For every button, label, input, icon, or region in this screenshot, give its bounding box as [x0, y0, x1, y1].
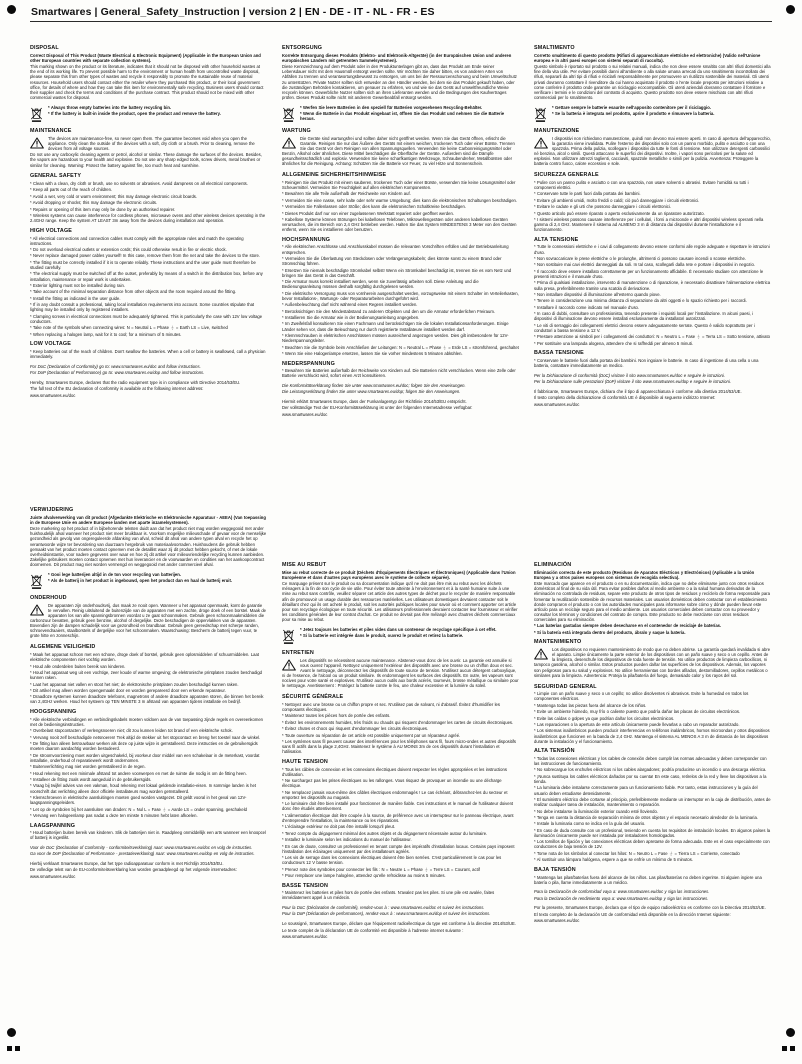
paragraph: * Tenga en cuenta la distancia de separación mínima de otros objetos y el espacio necesario alrededor de la luminaria. [534, 814, 758, 820]
paragraph: * Les vis de serrage dans les connexions électriques doivent être bien serrées. C'est particulièrement le cas pour les conducteurs 12 V basse tension. [282, 855, 502, 866]
safety-text-block-es [534, 562, 771, 928]
paragraph: Para la Declaración de rendimiento vaya a: www.smartwares.eu/dop y siga las instrucciones. [534, 895, 709, 901]
section-heading: WARTUNG [282, 128, 311, 135]
paragraph: * Take account of the minimal separation distance from other objects and the room required around the fitting. [30, 289, 237, 295]
paragraph: * Draadloze systemen kunnen draadloze telefoons, magnetrons of andere draadloze apparaten storen, die binnen het bereik van 2,4GHz werken. Houd het systeem op TEN MINSTE 3 m afstand van apparaten tijdens installatie en bedrijf. [30, 694, 264, 705]
paragraph: * If in any doubt consult a professional, taking local installation requirements into account. Some countries stipulate that lighting may be installed only by registered installers. [30, 302, 255, 313]
paragraph: * Evitare gli ambienti umidi, molto freddi o caldi; ciò può danneggiare i circuiti elettronici. [534, 197, 700, 203]
paragraph: * Évitez chutes et chocs qui risquent d'endommager les circuits électroniques. [282, 726, 429, 732]
paragraph: * Si la batterie est intégrée dans le produit, ouvrez le produit et retirez la batterie. [300, 633, 464, 639]
weee-bin-icon [282, 628, 296, 645]
section-maintenance [534, 128, 771, 168]
paragraph: Die Leistungserklärung finden Sie unter www.smartwares.eu/dop; folgen Sie den Anweisungen. [282, 389, 461, 395]
paragraph: * Non installare dispositivi di illuminazione all'esterno quando piove. [534, 291, 661, 297]
section-high-voltage [30, 709, 267, 818]
warning-icon [30, 137, 44, 149]
print-control-patch [782, 1046, 787, 1051]
paragraph: * Clean with a clean, dry cloth or brush, use no solvents or abrasives. Avoid dampness on all electrical components. [30, 181, 248, 187]
paragraph: * Il raccordo deve essere installato correttamente per un funzionamento affidabile. È necessario studiare con attenzione le presenti istruzioni e il manuale d'uso. [534, 268, 764, 279]
paragraph: * Maintenez toutes les pièces hors de portée des enfants. [282, 713, 391, 719]
paragraph: * Wenn die Batterie in das Produkt eingebaut ist, öffnen Sie das Produkt und nehmen Sie die Batterie heraus. [300, 110, 505, 122]
paragraph: * Klemschroeven in elektrische aansluitingen moeten goed worden vastgezet. Dit geldt vooral in het geval van 12V-laagspanningsgeleiders. [30, 795, 247, 806]
paragraph: * The electrical supply must be switched off at the outset, preferably by means of a switch in the distribution box, before any installation, maintenance or repair work is undertaken. [30, 271, 263, 282]
section-battery-disposal [30, 572, 267, 591]
warning-icon [534, 137, 548, 149]
paragraph: * Evite un ambiente húmedo, muy frío o caliente puesto que podría dañar las placas de circuitos electrónicos. [534, 709, 741, 715]
paragraph: * Laat het apparaat niet vallen en stoot het niet; de elektronische printplaten zouden beschadigd kunnen raken. [30, 681, 239, 687]
paragraph: * No sobrecargue los enchufes eléctricos ni los cables alargadores; podría producirse un incendio o una descarga eléctrica. [534, 767, 767, 773]
section-heading: LAAGSPANNING [30, 822, 76, 829]
paragraph: Le texte complet de la déclaration UE de conformité est disponible à l'adresse internet suivante : [282, 927, 464, 933]
section-heading: BAJA TENSIÓN [534, 866, 576, 873]
section-battery-disposal [534, 105, 771, 124]
paragraph: Ga voor de DoP (Declaration of Performance - prestatieverklaring) naar: www.smartwares.eu/dop en volg de instructies. [30, 851, 255, 857]
section-maintenance [282, 128, 519, 168]
paragraph: * De stroomvoorziening moet worden uitgeschakeld, bij voorkeur door middel van een schakelaar in de meterkast, voordat installatie, onderhoud of reparatiewerk wordt ondernomen. [30, 752, 260, 763]
paragraph: * When replacing a halogen lamp, wait for it to cool; for a minimum of 5 minutes. [30, 331, 182, 337]
paragraph: * Die Armatur muss korrekt installiert werden, wenn sie zuverlässig arbeiten soll. Diese Anleitung und die Bedienungsanleitung müssen deshalb sorgfältig durchgelesen werden. [282, 279, 479, 290]
paragraph: * Los tornillos de fijación y las conexiones eléctricas deben apretarse de forma adecuada. Este es el caso especialmente con conductores de baja tensión de 12V. [534, 839, 770, 850]
paragraph: * En cas de doute, consultez un professionnel en tenant compte des impératifs d'installation locaux. Certains pays imposent l'installation des éclairages uniquement par des installateurs agréés. [282, 843, 515, 854]
paragraph: This marking shown on the product or its literature, indicates that it should not be disposed with other household wastes at the end of its working life. To prevent possible harm to the environment or human health from uncontrolled waste disposal, please separate this from other types of wastes and recycle it responsibly to promote the sustainable reuse of material resources. Household users should contact either the retailer where they purchased this product, or their local government office, for details of where and how they can take this item for environmentally safe recycling. Business users should contact their supplier and check the terms and conditions of the purchase contract. This product should not be mixed with other commercial wastes for disposal. [30, 64, 264, 100]
section-disposal [282, 45, 519, 100]
paragraph: * Toute ouverture ou réparation de cet article est possible uniquement par un réparateur agréé. [282, 732, 461, 738]
paragraph: * Évitez les environnements humides, très froids ou chauds qui risquent d'endommager les cartes de circuits électroniques. [282, 719, 514, 725]
paragraph: Hiermit erklärt Smartwares Europe, dass der Funkanlagentyp der Richtlinie 2014/53/EU entspricht. [282, 398, 467, 404]
paragraph: www.smartwares.eu/doc [534, 401, 580, 407]
weee-bin-icon [30, 573, 44, 590]
paragraph: * Bewahren Sie Batterien außerhalb der Reichweite von Kindern auf. Die Batterien nicht verschlucken. Wenn eine Zelle oder Batterie verschluckt wird, sofort einen Arzt konsultieren. [282, 368, 516, 379]
paragraph: www.smartwares.eu/doc [282, 411, 328, 417]
paragraph: * Overbelast stopcontacten of verlengsnoeren niet; dit zou kunnen leiden tot brand of een elektrische schok. [30, 728, 233, 734]
paragraph: * Avoid dropping or shocks; this may damage the electronic circuits. [30, 200, 158, 206]
section-heading: HOCHSPANNUNG [282, 236, 331, 243]
section-heading: NIEDERSPANNUNG [282, 360, 335, 367]
paragraph: * Non sovraccaricare le prese elettriche o le prolunghe, altrimenti ci possono causare incendi o scosse elettriche. [534, 256, 746, 261]
paragraph: * Houd batterijen buiten bereik van kinderen. Slik de batterijen niet in. Raadpleeg onmiddellijk een arts wanneer een knoopcel of batterij is ingeslikt. [30, 830, 266, 841]
section-high-voltage [534, 237, 771, 346]
paragraph: * Le viti di serraggio dei collegamenti elettrici devono essere adeguatamente serrate. Questo è valido soprattutto per i conduttori a bassa tensione a 12 V. [534, 322, 755, 333]
section-general-safety [282, 694, 519, 754]
paragraph: Deze markering op het product of in bijbehorende teksten duidt aan dat het product niet mag worden weggegooid met ander huishoudelijk afval wanneer het product niet meer bruikbaar is. Voorkom mogelijke milieuschade of gevaar voor de menselijke gezondheid als gevolg van ongereguleerde afdanking van afval, scheid dit afval van andere typen afval en recycle het op verantwoorde wijze ter bevordering van duurzaam hergebruik van materiaalvoorraden. Huishoudens die gebruik hebben gemaakt van het product moeten contact opnemen met de detaillist waar zij dit product hebben gekocht, of met de lokale overheidsinstantie, voor nadere gegevens over waar en hoe zij dit artikel voor milieuvriendelijke recycling kunnen aanbieden. Zakelijke gebruikers moeten contact opnemen met hun leverancier en de voorwaarden en condities van het aankoopcontract doornemen. Dit product mag niet worden vermengd en weggegooid met ander commercieel afval. [30, 526, 267, 568]
section-maintenance [30, 128, 267, 169]
section-battery-disposal [282, 105, 519, 124]
paragraph: Die Geräte sind wartungsfrei und sollten daher nicht geöffnet werden. Wenn Sie das Gerät öffnen, erlischt die Garantie. Reinigen Sie nur das Äußere des Geräts mit einem weichen, trockenen Tuch oder einer Bürste. Trennen Sie das Gerät vor dem Reinigen von allen Spannungsquellen. Verwenden Sie keine Carbonreinigungsmittel oder Benzin, Alkohol oder ähnliches. Diese Mittel beschädigen die Oberfläche der Geräte. Außerdem sind die Dämpfe gesundheitsschädlich und explosiv. Verwenden Sie keine scharfkantigen Werkzeuge, Schraubendreher, Metallbürsten oder ähnliches für die Reinigung. Achtung: Schützen Sie die Batterie vor Feuer, zu viel Hitze und Sonnenschein. [282, 135, 515, 167]
section-heading: DISPOSAL [30, 45, 59, 51]
section-low-voltage [282, 883, 519, 901]
paragraph: * Installare il raccordo come indicato nel manuale d'uso. [534, 304, 640, 310]
paragraph: * Las baterías gastadas siempre deben desecharse en el contenedor de reciclaje de baterías. [534, 623, 722, 629]
paragraph: Pour la DoC (Déclaration de conformité), rendez-vous à : www.smartwares.eu/doc et suivez les instructions. [282, 905, 485, 911]
section-compliance-note [282, 399, 519, 417]
section-general-safety [30, 173, 267, 223]
paragraph: * Evite las caídas o golpes ya que podrían dañar los circuitos electrónicos. [534, 715, 675, 721]
paragraph: * Pulire con un panno pulito e asciutto o con una spazzola, non usare solventi o abrasivi. Evitare l'umidità su tutti i componenti elettrici. [534, 179, 749, 190]
warning-icon [30, 604, 44, 616]
paragraph: * La luminaria debe instalarse correctamente para un funcionamiento fiable. Por tanto, estas instrucciones y la guía del usuario deben estudiarse detenidamente. [534, 785, 758, 796]
paragraph: Voor de DoC (Declaration of Conformity - conformiteitsverklaring) naar: www.smartwares.eu/doc en volg de instructies. [30, 844, 253, 850]
paragraph: * Installez le luminaire selon les indications du manuel de l'utilisateur. [282, 837, 412, 843]
section-doc-note [282, 905, 519, 917]
paragraph: * Evitare le cadute e gli urti che possono danneggiare i circuiti elettronici. [534, 204, 671, 210]
section-heading: SÉCURITÉ GÉNÉRALE [282, 694, 344, 701]
section-compliance-note [30, 861, 267, 879]
section-heading: BASSA TENSIONE [534, 350, 584, 357]
paragraph: Pour la DoP (Déclaration de performances), rendez-vous à : www.smartwares.eu/dop et suivez les instructions. [282, 911, 491, 917]
paragraph: * Die elektrische Versorgung muss von vornherein ausgeschaltet werden, vorzugsweise mit einem Schalter im Verteilerkasten, bevor Installations-, Wartungs- oder Reparaturarbeiten durchgeführt wird. [282, 290, 519, 301]
paragraph: El texto completo de la declaración UE de conformidad está disponible en la dirección Internet siguiente: [534, 911, 731, 917]
paragraph: * Avoid a wet, very cold or warm environment; this may damage electronic circuit boards. [30, 193, 198, 199]
paragraph: Hierbij verklaart Smartwares Europe, dat het type radioapparatuur conform is met Richtlijn 2014/53/EU. [30, 860, 224, 866]
paragraph: Per la Dichiarazione di conformità (DoC) visitare il sito www.smartwares.eu/doc e seguire le istruzioni. [534, 372, 725, 378]
paragraph: * Let op de symbolen bij het aansluiten van draden: N = Nul L = Fase ⏚ = Aarde LS = onder spanning, geschakeld [30, 806, 247, 812]
section-heading: SICUREZZA GENERALE [534, 172, 599, 179]
column-1 [30, 45, 267, 944]
section-heading: GENERAL SAFETY [30, 173, 82, 180]
section-general-safety [534, 172, 771, 232]
section-heading: SEGURIDAD GENERAL [534, 683, 597, 690]
section-compliance-note [30, 380, 267, 398]
section-heading: ALLGEMEINE SICHERHEITSHINWEISE [282, 172, 387, 179]
section-heading: ENTRETIEN [282, 650, 314, 657]
weee-bin-icon [534, 106, 548, 123]
paragraph: * The fitting must be correctly installed if it is to operate reliably. These instructions and the user guide must therefore be studied carefully. [30, 259, 256, 271]
section-battery-disposal [282, 627, 519, 646]
paragraph: Korrekte Entsorgung dieses Produkts (Elektro- und Elektronik-Altgeräte) (in der Europäischen Union und anderen europäischen Ländern mit getrennten Sammelsystemen). [282, 52, 512, 63]
registration-mark-bottom-right [786, 1028, 795, 1037]
print-control-patch [790, 1046, 795, 1051]
section-high-voltage [282, 759, 519, 878]
paragraph: De apparaten zijn onderhoudsvrij, dus maak ze nooit open. Wanneer u het apparaat openmaakt, komt de garantie te vervallen. Reinig uitsluitend de buitenzijde van de apparaten met een zachte, droge doek of een borstel. Maak de apparaten los van alle spanningsbronnen voordat u ze gaat schoonmaken. Gebruik geen schoonmaakmiddelen die carbonzuur bevatten, gebruik geen benzine, alcohol of dergelijke. Deze beschadigen de oppervlakken van de apparaten. Bovendien zijn de dampen schadelijk voor uw gezondheid en brandbaar. Gebruik geen gereedschap met scherpe randen, schroevendraaiers, staalborstels of dergelijke voor het schoonmaken. Waarschuwing: Bescherm de batterij tegen vuur, te grote hitte en zonneschijn. [30, 602, 266, 639]
paragraph: Diese Kennzeichnung auf dem Produkt oder in den Produktunterlagen gibt an, dass das Produkt am Ende seiner Lebensdauer nicht mit dem Hausmüll entsorgt werden sollte. Wir möchten Sie daher bitten, es von anderen Arten von Abfällen zu trennen und verantwortungsbewusst zu entsorgen, um uns bei der Ressourcenschonung und beim Umweltschutz zu unterstützen. Private Nutzer sollten sich entweder an den Händler wenden, bei dem sie das Produkt gekauft haben, oder die zuständigen Behörden kontaktieren, um genauer zu erfahren, wo und wie sie das Gerät auf umweltfreundliche Weise recyceln können. Gewerbliche Nutzer sollten sich an ihren Lieferanten wenden und die Bedingungen des Kaufvertrages prüfen. Dieses Produkt sollte nicht mit anderem Gewerbeabfall entsorgt werden. [282, 64, 517, 100]
paragraph: * Nettoyez avec une brosse ou un chiffon propre et sec. N'utilisez pas de solvant, ni d'abrasif. Évitez d'humidifier les composants électriques. [282, 701, 500, 712]
registration-mark-top-right [786, 5, 795, 14]
paragraph: * Wenn Sie eine Halogenlampe ersetzen, lassen Sie sie vorher mindestens 5 Minuten abkühlen. [282, 350, 463, 356]
paragraph: Los dispositivos no requieren mantenimiento de modo que no deben abrirse. La garantía quedará invalidada si abre el aparato. Limpie únicamente la parte exterior de los dispositivos con un paño suave y seco o un cepillo. Antes de la limpieza, desenchufe los dispositivos de toda fuente de tensión. No utilice productos de limpieza carboxílicos, ni tampoco gasolina, alcohol o similar. Estos productos pueden dañar las superficies de los dispositivos. Además, los vapores son peligrosos para su salud y explosivos. No utilice herramientas con bordes afilados, destornilladores, cepillos metálicos o similares para la limpieza. Advertencia: Proteja la pila/batería del fuego, demasiado calor y los rayos del sol. [534, 647, 771, 678]
section-heading: SMALTIMENTO [534, 45, 575, 51]
section-battery-disposal [30, 105, 267, 124]
paragraph: Para la Declaración de conformidad vaya a: www.smartwares.eu/doc y siga las instrucciones. [534, 889, 710, 895]
section-heading: MANUTENZIONE [534, 128, 580, 135]
print-control-patch [15, 1046, 20, 1051]
registration-mark-bottom-left [7, 1028, 16, 1037]
paragraph: Per la Dichiarazione sulle prestazioni (DoP) visitare il sito www.smartwares.eu/dop e seguire le istruzioni. [534, 379, 731, 385]
paragraph: * Dieses Produkt darf nur von einer zugelassenen Werkstatt repariert oder geöffnet werden. [282, 210, 454, 216]
paragraph: * Tutte le connessioni elettriche e i cavi di collegamento devono essere conformi alle regole adeguate e rispettare le istruzioni d'uso. [534, 244, 770, 255]
warning-icon [282, 659, 296, 671]
paragraph: Juiste afvalverwerking van dit product (Afgedankte Elektrische en Elektronische Apparatuur - AEEA) (Van toepassing in de Europese Unie en andere Europese landen met aparte inzamelsystemen). [30, 514, 266, 525]
paragraph: * Beachten Sie die Symbole beim Anschließen der Leitungen: N = Neutral L = Phase ⏚ = Erde LS = stromführend, geschaltet [282, 344, 519, 350]
paragraph: * Always throw empty batteries into the battery recycling bin. [48, 104, 172, 110]
section-low-voltage [282, 361, 519, 379]
paragraph: * Vermeiden Sie Fallenlassen oder Stöße; dies kann die elektronischen Schaltkreise beschädigen. [282, 204, 466, 210]
weee-bin-icon [282, 106, 296, 123]
section-heading: LOW VOLTAGE [30, 341, 71, 348]
section-doc-note [282, 383, 519, 395]
paragraph: * Per sostituire una lampada alogena, attendere che si raffreddi per almeno 5 minuti. [534, 340, 693, 346]
paragraph: * Vervang nooit zelf beschadigde netsnoeren! Trek altijd de stekker uit het stopcontact en breng het toestel naar de winkel. [30, 734, 261, 740]
paragraph: Corretto smaltimento di questo prodotto (Rifiuti di apparecchiature elettriche ed elettroniche) (Valido nell'Unione europea e in altri paesi europei con sistemi separati di raccolta). [534, 52, 761, 63]
section-heading: VERWIJDERING [30, 507, 74, 513]
paragraph: * Berücksichtigen Sie den Mindestabstand zu anderen Objekten und den um die Armatur erforderlichen Freiraum. [282, 308, 495, 314]
paragraph: I dispositivi non richiedono manutenzione, quindi non devono mai essere aperti. In caso di apertura dell'apparecchio, la garanzia viene invalidata. Pulire l'esterno dei dispositivi solo con un panno morbido, pulito e asciutto o con una spazzola. Prima della pulizia, scollegare i dispositivi da tutte le fonti di tensione. Non utilizzare detergenti carbossilici né benzina, alcol o simili. Questi attaccano le superfici dei dispositivi. Inoltre, i vapori sono pericolosi per la salute ed esplosivi. Non utilizzare attrezzi taglienti, cacciaviti, spazzole metalliche o simili per la pulizia. Avvertenza: Proteggere la batteria contro fuoco, calore eccessivo e sole. [534, 135, 771, 167]
section-heading: ALTA TENSIONE [534, 236, 579, 243]
paragraph: * Dit artikel mag alleen worden opengemaakt door en worden gerepareerd door een erkende reparateur. [30, 687, 226, 693]
paragraph: * Non sostituire mai cavi elettrici danneggiati da soli. In tal caso, scollegarli dalla rete e portare i dispositivi in negozio. [534, 262, 755, 268]
paragraph: * Houd rekening met een minimale afstand tot andere voorwerpen en met de ruimte die nodig is om de fitting heen. [30, 770, 247, 776]
paragraph: * Tenez compte du dégagement minimal des autres objets et du dégagement nécessaire autour du luminaire. [282, 830, 488, 836]
column-2 [282, 45, 519, 944]
paragraph: * Prestare attenzione ai simboli per i collegamenti dei conduttori: N = Neutro L = Fase ⏚ = Terra LS = Sotto tensione, attivato [534, 334, 770, 340]
registration-mark-top-left [7, 5, 16, 14]
paragraph: Mise au rebut correcte de ce produit (Déchets d'Équipements Électriques et Électroniques) (Applicable dans l'Union Européenne et dans d'autres pays européens avec le système de collecte séparée). [282, 569, 516, 580]
paragraph: * Vermeiden Sie eine nasse, sehr kalte oder sehr warme Umgebung; dies kann die elektronischen Schaltungen beschädigen. [282, 197, 518, 203]
paragraph: * Tenere in considerazione una minima distanza di separazione da altri oggetti e lo spazio richiesto per i raccordi. [534, 298, 747, 304]
section-disposal [30, 45, 267, 100]
section-low-voltage [30, 823, 267, 841]
paragraph: Die Konformitätserklärung finden Sie unter www.smartwares.eu/doc; folgen Sie den Anweisungen. [282, 382, 466, 388]
paragraph: Le soussigné, Smartwares Europe, déclare que l'équipement radioélectrique du type est conforme à la directive 2014/53/UE. [282, 921, 517, 927]
paragraph: * Houd alle onderdelen buiten bereik van kinderen. [30, 663, 126, 669]
section-heading: HOOGSPANNING [30, 709, 77, 716]
paragraph: * Jetez toujours les batteries et piles vides dans un conteneur de recyclage spécifique à cet effet. [300, 626, 497, 632]
safety-text-block-nl [30, 507, 267, 883]
paragraph: www.smartwares.eu/doc [30, 392, 76, 398]
paragraph: * Pour remplacer une lampe halogène, attendez qu'elle refroidisse au moins 5 minutes. [282, 873, 446, 879]
paragraph: * Gettare sempre le batterie esaurite nell'apposito contenitore per il riciclaggio. [552, 104, 711, 110]
paragraph: * Al sustituir una lámpara halógena, espere a que se enfríe un mínimo de 5 minutos. [534, 857, 693, 863]
paragraph: * Prenez note des symboles pour connecter les fils : N = Neutre L = Phase ⏚ = Terre LS = Courant, actif [282, 866, 480, 872]
paragraph: * In caso di dubbi, consultare un professionista, tenendo presente i requisiti locali per l'installazione. In alcuni paesi, i dispositivi di illuminazione devono essere installati esclusivamente da installatori autorizzati. [534, 311, 754, 322]
section-heading: MAINTENANCE [30, 128, 72, 135]
section-compliance-note [534, 389, 771, 407]
section-low-voltage [534, 350, 771, 368]
paragraph: * Keep all parts out of the reach of children. [30, 187, 113, 193]
warning-icon [534, 648, 548, 660]
section-disposal [534, 45, 771, 100]
paragraph: * ¡Nunca sustituya los cables eléctricos dañados por su cuenta! En este caso, retírelos de la red y lleve los dispositivos a la tienda. [534, 773, 767, 785]
section-general-safety [282, 172, 519, 232]
print-control-patch [7, 1046, 12, 1051]
paragraph: * Als de batterij in het product is ingebouwd, open het product dan en haal de batterij eruit. [48, 578, 233, 584]
paragraph: * De fitting kan alleen betrouwbaar werken als deze op juiste wijze is geïnstalleerd. Deze instructies en de gebruikersgids moeten daarom aandachtig worden bestudeerd. [30, 741, 258, 752]
section-compliance-note [534, 905, 771, 923]
paragraph: * Gooi lege batterijen altijd in de ton voor recycling van batterijen. [48, 571, 181, 577]
paragraph: * Install the fitting as indicated in the user guide. [30, 295, 121, 301]
paragraph: Por la presente, Smartwares Europe, declara que el tipo de equipo radioeléctrico es conforme con la Directiva 2014/53/UE. [534, 905, 766, 911]
section-high-voltage [282, 237, 519, 356]
paragraph: * Ne remplacez jamais vous-même des câbles électriques endommagés ! Le cas échéant, débranchez-les du secteur et emportez les dispositifs au magasin. [282, 789, 508, 800]
section-doc-note [30, 845, 267, 857]
section-heading: HIGH VOLTAGE [30, 227, 73, 234]
paragraph: www.smartwares.eu/doc [30, 873, 76, 879]
paragraph: * L'alimentation électrique doit être coupée à la source, de préférence avec un interrupteur sur le panneau électrique, avant d'entreprendre l'installation, la maintenance ou les réparations. [282, 812, 514, 823]
section-high-voltage [30, 228, 267, 337]
paragraph: Eliminación correcta de este producto (Residuos de Aparatos Eléctricos y Electrónicos) (Aplicable a la Unión Europea y a otros países europeos con sistemas de recogida selectiva). [534, 569, 755, 580]
section-doc-note [534, 889, 771, 901]
paragraph: * Außenbeleuchtung darf nicht während eines Regens installiert werden. [282, 302, 418, 308]
paragraph: * Never replace damaged power cables yourself! In this case, remove them from the net and take the devices to the store. [30, 253, 260, 259]
paragraph: * Los sistemas inalámbricos pueden producir interferencias en teléfonos inalámbricos, hornos microondas y otros dispositivos inalámbricos que funcionen en la banda de 2,4 GHz. Mantenga el sistema AL MENOS A 3 m de distancia de los dispositivos durante la instalación y el funcionamiento. [534, 728, 770, 744]
section-heading: MANTENIMIENTO [534, 639, 582, 646]
safety-text-block-it [534, 45, 771, 550]
paragraph: * Le luminaire doit être bien installé pour fonctionner de manière fiable. Ces instructions et le manuel de l'utilisateur doivent donc être étudiés attentivement. [282, 801, 514, 812]
paragraph: Les dispositifs ne nécessitent aucune maintenance. Abstenez-vous donc de les ouvrir. La garantie est annulée si vous ouvrez l'appareil. Nettoyez uniquement l'extérieur des dispositifs avec une brosse ou un chiffon doux et sec. Avant le nettoyage, déconnectez les dispositifs de toute source de tension. N'utilisez aucun détergent carboxylique, ni de l'essence, de l'alcool ou un produit similaire. Ils endommagent les surfaces des dispositifs. En outre, les vapeurs sont nocives pour votre santé et explosives. N'utilisez aucun outils aux bords acérés, tournevis, brosse métallique ou similaire pour le nettoyage. Avertissement : Protégez la batterie contre le feu, une chaleur excessive et la lumière du soleil. [282, 657, 519, 689]
paragraph: * Se la batteria è integrata nel prodotto, aprire il prodotto e rimuovere la batteria. [552, 110, 715, 116]
document-title: Smartwares | General_Safety_Instruction | version 2 | EN - DE - IT - NL - FR - ES [31, 6, 435, 18]
paragraph: Questo simbolo è riportato sul prodotto o sui relativi manuali, indica che non deve essere smaltito con altri rifiuti domestici alla fine della vita utile. Per evitare possibili danni all'ambiente o alla salute umana arrecati da uno smaltimento incontrollato dei rifiuti, separarli da altri tipi di rifiuti e riciclarli responsabilmente per promuovere un riutilizzo sostenibile dei materiali. Gli utenti privati dovranno contattare il rivenditore da cui hanno acquistato il prodotto o l'ente locale preposto per istruzioni relative a come conferire il prodotto onde garantire un riciclaggio ecocompatibile. Gli utenti aziendali dovranno contattare il fornitore e verificare i termini e le condizioni del contratto di acquisto. Questo prodotto non deve essere mischiato con altri rifiuti commerciali per lo smaltimento. [534, 64, 771, 100]
paragraph: * If the battery is built-in inside the product, open the product and remove the battery. [48, 110, 221, 116]
section-high-voltage [534, 748, 771, 862]
paragraph: * No debe instalarse la iluminación exterior cuando esté lloviendo. [534, 808, 659, 814]
paragraph: * Clamping screws in electrical connections must be adequately tightened. This is particularly the case with 12V low voltage conductors. [30, 313, 263, 324]
paragraph: * Exterior lighting must not be installed during rain. [30, 282, 125, 288]
safety-text-block-de [282, 45, 519, 550]
paragraph: * En caso de duda consulte con un profesional, teniendo en cuenta los requisitos de instalación locales. En algunos países la iluminación únicamente puede ser instalada por instaladores homologados. [534, 827, 771, 838]
paragraph: * Reinigen Sie das Produkt mit einem sauberen, trockenen Tuch oder einer Bürste, verwenden Sie keine Lösungsmittel oder Scheuermittel. Vermeiden Sie Feuchtigkeit auf allen elektrischen Komponenten. [282, 179, 516, 190]
paragraph: * Prima di qualsiasi installazione, intervento di manutenzione o di riparazione, è necessario disattivare l'alimentazione elettrica sulla presa, preferibilmente tramite una scatola di derivazione. [534, 280, 771, 291]
paragraph: * Keep batteries out of the reach of children. Don't swallow the batteries. When a cell or battery is swallowed, call a physician immediately. [30, 348, 266, 360]
paragraph: * All electrical connections and connection cables must comply with the appropriate rules and match the operating instructions. [30, 235, 244, 246]
section-doc-note [534, 373, 771, 385]
paragraph: * Buitenverlichting mag niet worden geïnstalleerd in de regen. [30, 764, 146, 770]
paragraph: Il fabbricante, Smartwares Europe, dichiara che il tipo di apparecchiatura è conforme alla direttiva 2014/53/UE. [534, 388, 742, 394]
paragraph: * Instale la luminaria como se indica en la guía del usuario. [534, 821, 646, 827]
paragraph: * Vraag bij twijfel advies van een vakman, houd rekening met lokaal geldende installatie-eisen. In sommige landen is het voorschrift dat verlichting alleen door officiële installateurs mag worden geïnstalleerd. [30, 783, 256, 794]
section-heading: ENTSORGUNG [282, 45, 323, 51]
paragraph: * Houd het apparaat weg uit een vochtige, zeer koude of warme omgeving; de elektronische printplaten zouden beschadigd kunnen raken. [30, 669, 262, 681]
paragraph: * Todas las conexiones eléctricas y los cables de conexión deben cumplir las normas adecuadas y deben corresponder con las instrucciones de funcionamiento. [534, 755, 767, 767]
paragraph: De volledige tekst van de EU-conformiteitsverklaring kan worden geraadpleegd op het volgende internetadres: [30, 867, 237, 873]
paragraph: * Alle elektrische verbindingen en verbindingskabels moeten voldoen aan de van toepassing zijnde regels en overeenkomen met de bedieningsinstructies. [30, 716, 263, 727]
section-maintenance [534, 639, 771, 679]
paragraph: * Les systèmes sans fil peuvent causer des interférences pour les téléphones sans fil, fours micro-ondes et autres dispositifs sans fil actifs dans la plage 2,4GHz. Maintenez le système à AU MOINS 3m de ces dispositifs durant l'installation et l'utilisation. [282, 739, 517, 755]
weee-bin-icon [30, 106, 44, 123]
paragraph: * Wireless systems can cause interference for cordless phones, microwave ovens and other wireless devices operating in the 2.4GHz range. Keep the system AT LEAST 3m away from the devices during installation and operation. [30, 213, 266, 224]
paragraph: * Maintenez les batteries et piles hors de portée des enfants. N'avalez pas les piles. Si une pile est avalée, faites immédiatement appel à un médecin. [282, 890, 495, 901]
content-area [30, 45, 772, 944]
paragraph: Hereby, Smartwares Europe, declares that the radio equipment type is in compliance with Directive 2014/53/EU. [30, 379, 241, 385]
section-compliance-note [282, 921, 519, 939]
section-disposal [534, 562, 771, 635]
section-heading: ALTA TENSIÓN [534, 748, 575, 755]
paragraph: Il testo completo della dichiarazione di conformità UE è disponibile al seguente indirizzo Internet: [534, 395, 716, 401]
paragraph: * El suministro eléctrico debe cortarse al principio, preferiblemente mediante un interruptor en la caja de distribución, antes de realizar cualquier tarea de instalación, mantenimiento o reparación. [534, 796, 771, 808]
section-general-safety [534, 684, 771, 744]
paragraph: * Repairs or opening of this item may only be done by an authorised repairer. [30, 206, 176, 212]
paragraph: * Im Zweifelsfall konsultieren Sie einen Fachmann und berücksichtigen Sie die lokalen Installationsanforderungen. Einige Länder sehen vor, dass die Beleuchtung nur durch registrierte Installateure installiert werden darf. [282, 321, 509, 332]
paragraph: * Kabellose Systeme können Störungen bei kabellosen Telefonen, Mikrowellengeräten oder anderen kabellosen Geräten verursachen, die im Bereich von 2,4 GHz betrieben werden. Halten Sie das System MINDESTENS 3 Meter von den Geräten entfernt, wenn Sie es installieren oder benutzen. [282, 216, 517, 233]
section-heading: ONDERHOUD [30, 595, 67, 602]
paragraph: For DoC (Declaration of Conformity) go to: www.smartwares.eu/doc and follow instructions. [30, 363, 201, 369]
paragraph: * Mantenga todas las piezas fuera del alcance de los niños. [534, 702, 647, 708]
section-heading: HAUTE TENSION [282, 758, 328, 765]
paragraph: * Installieren Sie die Armatur wie in der Bedienungsanleitung angegeben. [282, 315, 420, 321]
paragraph: * Tome nota de los símbolos al conectar los hilos: N = Neutro L = Fase ⏚ = Tierra LS = Corriente, conectado [534, 850, 740, 856]
paragraph: Ce marquage présent sur le produit ou sa documentation indique qu'il ne doit pas être mis au rebut avec les déchets ménagers à la fin de son cycle de vie utile. Pour éviter toute atteinte à l'environnement et à la santé humaine suite à une mise au rebut sans contrôle, veuillez séparer cet article des autres types de déchet pour le recycler de manière responsable afin de promouvoir un usage durable des ressources matérielles. Les utilisateurs domestiques devraient contacter soit le détaillant chez qui ils ont acheté le produit, soit les autorités publiques locales pour savoir où et comment apporter cet article pour son recyclage écologique en toute sécurité. Les utilisateurs professionnels devraient contacter leur fournisseur et vérifier les conditions générales de leur contrat d'achat. Ce produit ne devrait pas être mélangé avec d'autres déchets commerciaux pour sa mise au rebut. [282, 581, 518, 623]
section-heading: ALGEMENE VEILIGHEID [30, 644, 96, 651]
paragraph: The full text of the EU declaration of conformity is available at the following internet address: [30, 386, 204, 392]
paragraph: The devices are maintenance-free, so never open them. The guarantee becomes void when you open the appliance. Only clean the outside of the devices with a soft, dry cloth or a brush. Prior to cleaning, remove the devices from all voltage sources. [48, 135, 255, 151]
paragraph: * Bewahren Sie alle Teile außerhalb der Reichweite von Kindern auf. [282, 191, 411, 197]
paragraph: * I sistemi wireless possono causare interferenze per i cellulari, i forni a microonde e altri dispositivi wireless operanti nella gamma di 2,4 GHz. Mantenere il sistema ad ALMENO 3 m di distanza dai dispositivi durante l'installazione e il funzionamento. [534, 216, 764, 233]
paragraph: * Ersetzen Sie niemals beschädigte Stromkabel selbst! Wenn ein Stromkabel beschädigt ist, trennen Sie es vom Netz und bringen Sie das Gerät in das Geschäft. [282, 267, 512, 278]
column-3 [534, 45, 771, 944]
paragraph: * Limpie con un paño suave y seco o un cepillo; no utilice disolventes ni abrasivos. Evite la humedad en todos los componentes eléctricos. [534, 691, 749, 702]
safety-text-block-fr [282, 562, 519, 944]
paragraph: www.smartwares.eu/doc [534, 918, 580, 924]
paragraph: * Maak het apparaat schoon met een schone, droge doek of borstel, gebruik geen oplosmiddelen of schuurmiddelen. Laat elektrische componenten niet vochtig worden. [30, 652, 259, 663]
section-heading: ELIMINACIÓN [534, 562, 572, 568]
section-disposal [282, 562, 519, 622]
section-heading: MISE AU REBUT [282, 562, 327, 568]
paragraph: * Ne surchargez pas les prises électriques ou les rallonges. Vous risquez de provoquer un incendie ou une décharge électrique. [282, 778, 502, 789]
paragraph: * Take note of the symbols when connecting wires: N = Neutral L = Phase ⏚ = Earth LS = Live, switched [30, 325, 228, 331]
paragraph: * Vermeiden Sie die Überlastung von Steckdosen oder Verlängerungskabeln; dies könnte sonst zu einem Brand oder Stromschlag führen. [282, 256, 502, 267]
paragraph: * Installeer de fitting zoals wordt aangeduid in de gebruikersgids. [30, 777, 152, 783]
section-disposal [30, 507, 267, 567]
paragraph: * Klemmschrauben in elektrischen Anschlüssen müssen ausreichend angezogen werden. Dies gilt insbesondere für 12V-Niederspannungsleiter. [282, 333, 509, 344]
paragraph: * Conservare le batterie fuori dalla portata dei bambini. Non ingoiare le batterie. In caso di ingestione di una cella o una batteria, contattare immediatamente un medico. [534, 357, 759, 369]
paragraph: * Do not overload electrical outlets or extension cords; this could otherwise result in fire or electric shock. [30, 247, 227, 253]
warning-icon [282, 137, 296, 149]
section-low-voltage [534, 867, 771, 885]
paragraph: Der vollständige Text der EU-Konformitätserklärung ist unter der folgenden Internetadresse verfügbar: [282, 405, 473, 411]
section-doc-note [30, 364, 267, 376]
paragraph: For DoP (Declaration of Performance) go to: www.smartwares.eu/dop and follow instructions. [30, 370, 205, 376]
paragraph: www.smartwares.eu/doc [282, 933, 328, 939]
header-divider [30, 21, 772, 22]
paragraph: * Las reparaciones o la apertura de este artículo únicamente puede llevarlas a cabo un reparador autorizado. [534, 722, 740, 728]
paragraph: * Werfen Sie leere Batterien in den speziell für Batterien vorgesehenen Recycling-Behälter. [300, 104, 483, 110]
paragraph: Do not use any carboxylic cleaning agents or petrol, alcohol or similar. These damage the surfaces of the devices. Besides, the vapors are hazardous to your health and explosive. Do not use any sharp edged tools, screw drivers, metal brushes or similar for cleaning. Warning: Protect the battery against fire, too much heat and sunshine. [30, 152, 262, 168]
paragraph: * Alle elektrischen Anschlüsse und Anschlusskabel müssen die relevanten Vorschriften erfüllen und der Betriebsanleitung entsprechen. [282, 244, 509, 255]
paragraph: * L'éclairage extérieur ne doit pas être installé lorsqu'il pleut. [282, 824, 396, 830]
paragraph: * Vervang een halogeenlamp pas nadat u deze ten minste 5 minuten hebt laten afkoelen. [30, 812, 198, 818]
section-maintenance [30, 595, 267, 640]
section-heading: BASSE TENSION [282, 882, 328, 889]
paragraph: Correct Disposal of This Product (Waste Electrical & Electronic Equipment) (Applicable in the European Union and other European countries with separate collection systems). [30, 52, 261, 63]
safety-text-block-en [30, 45, 267, 495]
paragraph: * Questo articolo può essere riparato o aperto esclusivamente da un riparatore autorizzato. [534, 210, 705, 216]
section-general-safety [30, 644, 267, 704]
section-maintenance [282, 650, 519, 690]
paragraph: Este marcado que aparece en el producto o en su documentación, indica que no debe eliminarse junto con otros residuos domésticos al final de su vida útil. Para evitar posibles daños al medio ambiente o a la salud humana derivados de la eliminación no controlada de residuos, separe este producto de otros tipos de residuos y recíclelo de forma responsable para fomentar la reutilización sostenible de recursos materiales. Los usuarios domésticos deben contactar con el establecimiento donde compraron el producto o con las autoridades municipales para informarse sobre cómo y dónde pueden llevar este artículo para un reciclaje seguro para el medio ambiente. Los usuarios comerciales deben contactar con su proveedor y consultar los términos y condiciones del contrato de compra. Este producto no debe mezclarse con otros residuos comerciales para su eliminación. [534, 581, 770, 623]
paragraph: * Conservare tutte le parti fuori dalla portata dei bambini. [534, 191, 641, 197]
paragraph: * Si la batería está integrada dentro del producto, ábralo y saque la batería. [534, 629, 686, 635]
paragraph: * Tous les câbles de connexion et les connexions électriques doivent respecter les règles appropriées et les instructions d'utilisation. [282, 766, 507, 777]
paragraph: * Mantenga las pilas/baterías fuera del alcance de los niños. Las pilas/baterías no deben ingerirse. Si alguien ingiere una batería o pila, llame inmediatamente a un médico. [534, 874, 762, 885]
section-low-voltage [30, 341, 267, 359]
